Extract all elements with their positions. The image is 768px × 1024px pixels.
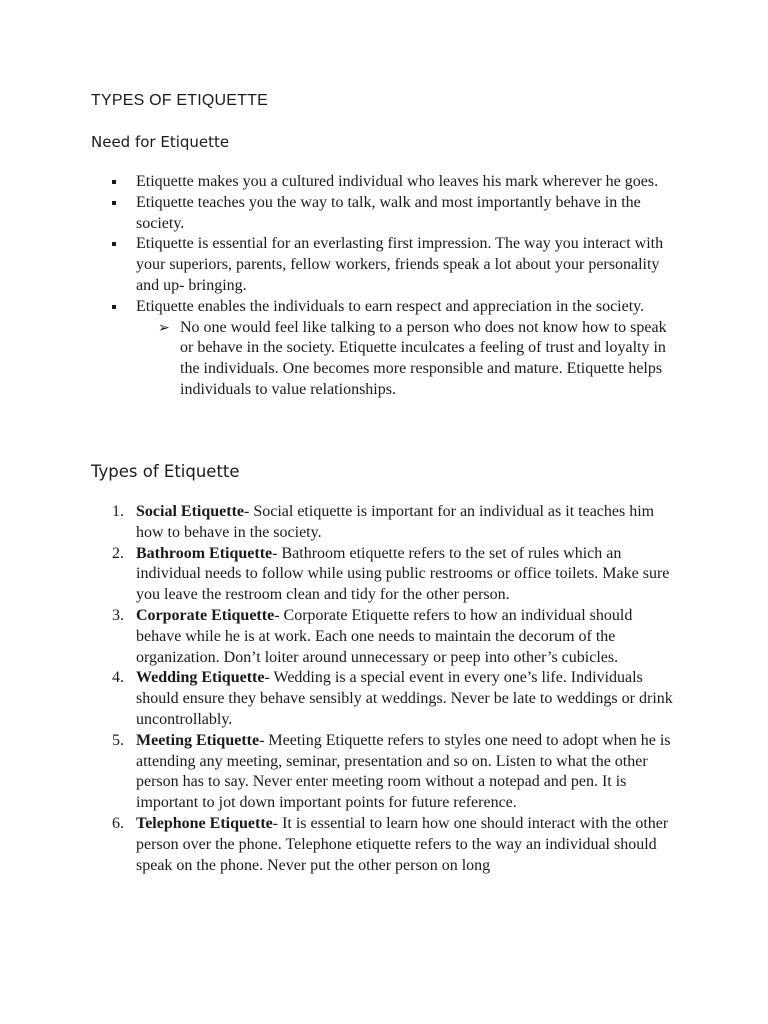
- item-description: - Meeting Etiquette refers to styles one need to adopt when he is attending any meeting, seminar, presentation and so on. Listen to what the other person has to say. Never enter meeting room without a notepad and pen. It is important to jot down important points for future reference.: [136, 731, 671, 812]
- square-bullet-icon: [112, 201, 116, 205]
- list-item: [0, 814, 680, 876]
- square-bullet-icon: [112, 180, 116, 184]
- arrowhead-bullet-icon: ➢: [158, 319, 170, 336]
- sub-bullet-list: [136, 318, 680, 401]
- item-number: 2.: [112, 544, 124, 562]
- square-bullet-icon: [112, 242, 116, 246]
- item-number: 4.: [112, 669, 124, 687]
- item-number: 1.: [112, 503, 124, 520]
- list-item: [0, 668, 680, 730]
- item-term: Bathroom Etiquette: [136, 544, 273, 562]
- bullet-text: Etiquette teaches you the way to talk, walk and most importantly behave in the society.: [136, 193, 641, 232]
- sub-bullet-text: No one would feel like talking to a person who does not know how to speak or behave in the society. Etiquette inculcates a feeling of trust and loyalty in the individuals. One becomes more responsible and mature. Etiquette helps individuals to value relationships.: [180, 318, 667, 398]
- item-description: - Corporate Etiquette refers to how an individual should behave while he is at work. Each one needs to maintain the decorum of the organization. Don’t loiter around unnecessary or peep into other’s cubicles.: [136, 606, 633, 666]
- need-bullet-list: [0, 172, 680, 401]
- item-description: - Social etiquette is important for an individual as it teaches him how to behave in the society.: [136, 503, 655, 541]
- list-item: [0, 606, 680, 668]
- list-item: [0, 318, 680, 401]
- item-number: 6.: [112, 814, 124, 832]
- list-item: [0, 297, 680, 401]
- bullet-text: Etiquette enables the individuals to earn respect and appreciation in the society.: [136, 297, 645, 315]
- item-term: Corporate Etiquette: [136, 606, 275, 624]
- types-numbered-list: [0, 502, 680, 876]
- item-term: Telephone Etiquette: [136, 814, 273, 832]
- need-for-etiquette-heading: Need for Etiquette: [91, 133, 230, 151]
- item-number: 5.: [112, 731, 124, 749]
- list-item: [0, 731, 680, 814]
- bullet-text: Etiquette makes you a cultured individual who leaves his mark wherever he goes.: [136, 173, 659, 190]
- item-description: - It is essential to learn how one should interact with the other person over the phone. Telephone etiquette refers to the way an individual should speak on the phone. Never put the other person on long: [136, 814, 669, 874]
- item-number: 3.: [112, 606, 124, 624]
- item-term: Social Etiquette: [136, 503, 244, 520]
- item-term: Meeting Etiquette: [136, 731, 260, 749]
- item-description: - Wedding is a special event in every one’s life. Individuals should ensure they behave sensibly at weddings. Never be late to weddings or drink uncontrollably.: [136, 669, 673, 728]
- list-item: [0, 544, 680, 606]
- list-item: [0, 234, 680, 296]
- document-title: TYPES OF ETIQUETTE: [91, 92, 268, 109]
- list-item: [0, 502, 680, 544]
- types-of-etiquette-heading: Types of Etiquette: [91, 462, 240, 481]
- item-description: - Bathroom etiquette refers to the set of rules which an individual needs to follow while using public restrooms or office toilets. Make sure you leave the restroom clean and tidy for the other person.: [136, 544, 670, 604]
- square-bullet-icon: [112, 305, 116, 309]
- list-item: [0, 193, 680, 235]
- bullet-text: Etiquette is essential for an everlasting first impression. The way you interact with your superiors, parents, fellow workers, friends speak a lot about your personality and up- bringing.: [136, 235, 664, 294]
- list-item: [0, 172, 680, 193]
- item-term: Wedding Etiquette: [136, 669, 265, 687]
